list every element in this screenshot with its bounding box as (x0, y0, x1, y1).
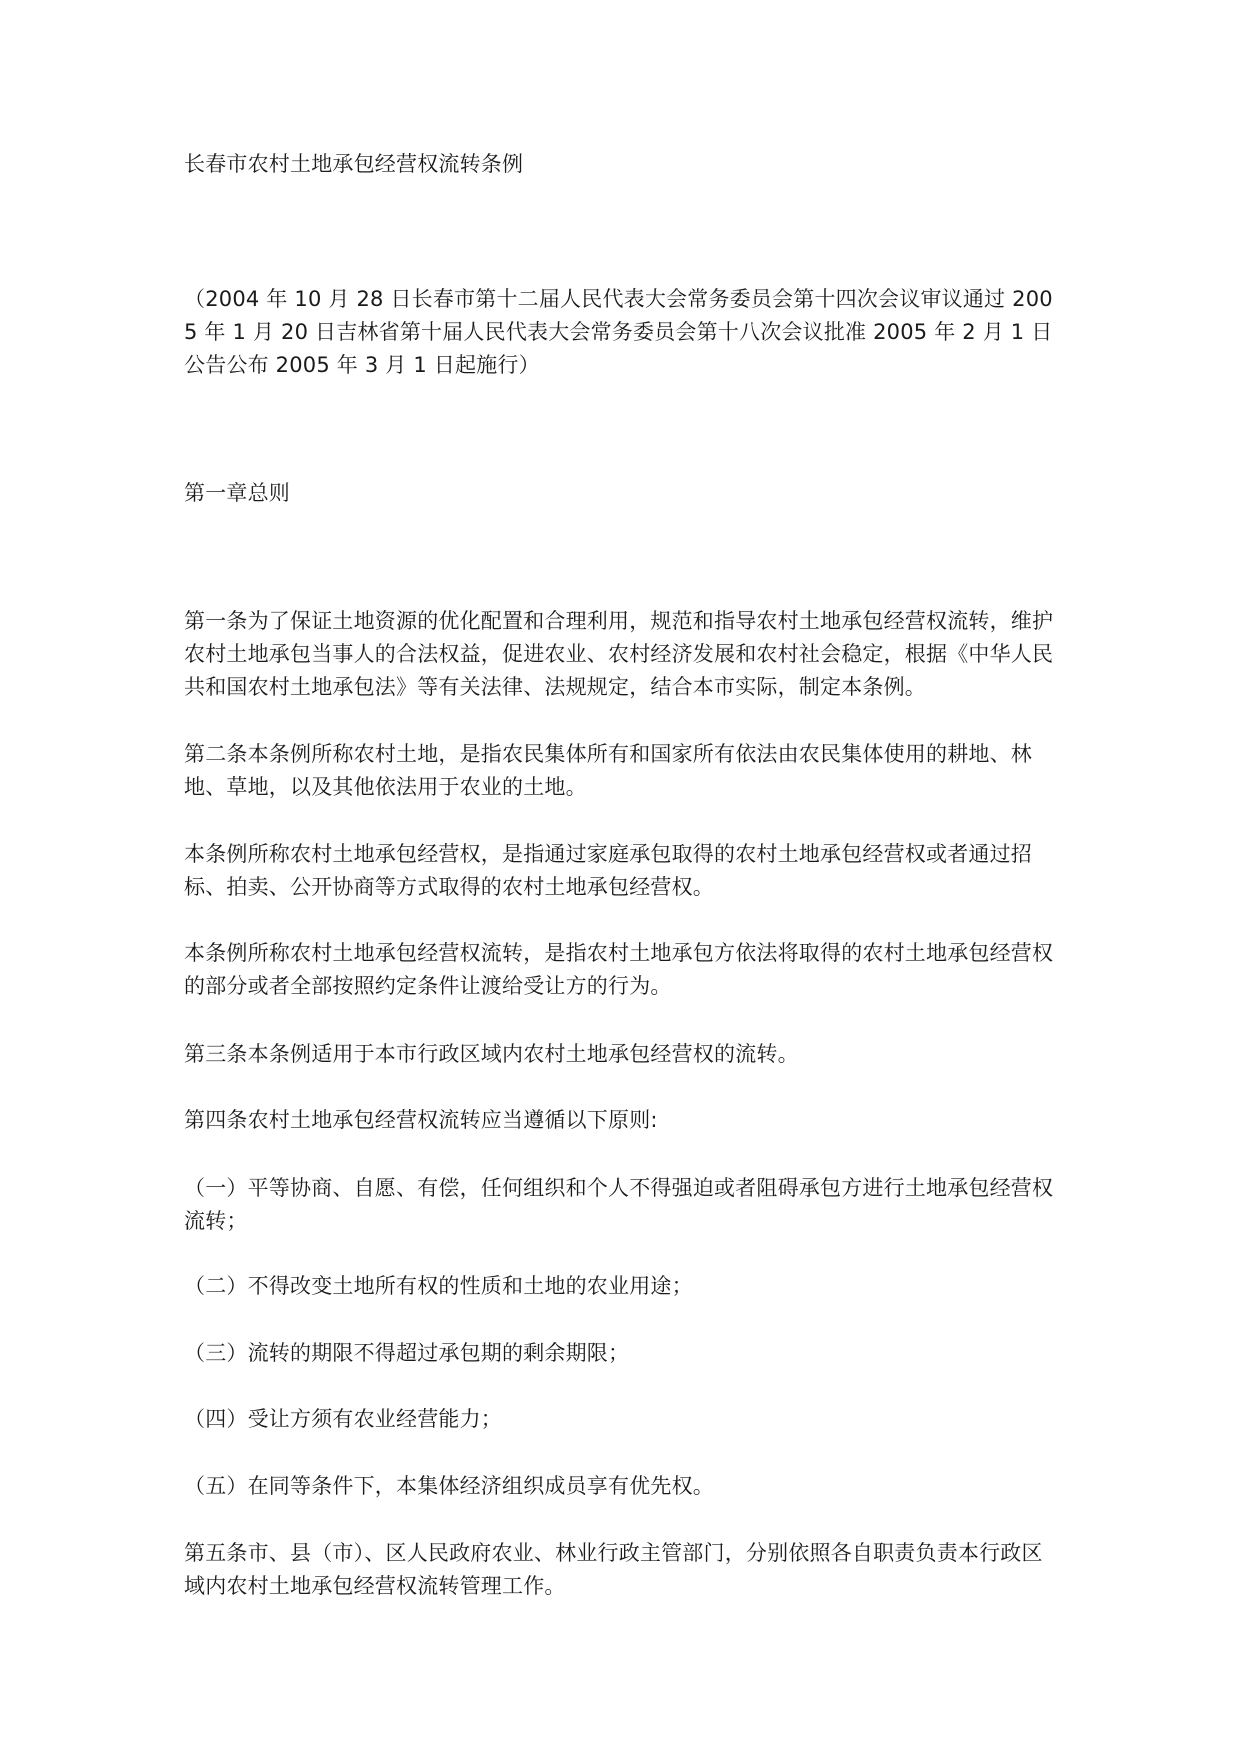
preamble: （2004 年 10 月 28 日长春市第十二届人民代表大会常务委员会第十四次会议审议通过 2005 年 1 月 20 日吉林省第十届人民代表大会常务委员会第十八次会议批准 2005 年 2 月 1 日公告公布 2005 年 3 月 1 日起施行） (184, 287, 1053, 377)
article-1: 第一条为了保证土地资源的优化配置和合理利用，规范和指导农村土地承包经营权流转，维护农村土地承包当事人的合法权益，促进农业、农村经济发展和农村社会稳定，根据《中华人民共和国农村土地承包法》等有关法律、法规规定，结合本市实际，制定本条例。 (184, 609, 1054, 699)
article-5: 第五条市、县（市）、区人民政府农业、林业行政主管部门，分别依照各自职责负责本行政区域内农村土地承包经营权流转管理工作。 (184, 1541, 1043, 1598)
article-2-paragraph-2: 本条例所称农村土地承包经营权，是指通过家庭承包取得的农村土地承包经营权或者通过招标、拍卖、公开协商等方式取得的农村土地承包经营权。 (184, 842, 1032, 899)
principle-item: （三）流转的期限不得超过承包期的剩余期限； (184, 1341, 630, 1365)
document-title: 长春市农村土地承包经营权流转条例 (184, 152, 524, 176)
article-4: 第四条农村土地承包经营权流转应当遵循以下原则: (184, 1108, 658, 1132)
article-2-paragraph-3: 本条例所称农村土地承包经营权流转，是指农村土地承包方依法将取得的农村土地承包经营权的部分或者全部按照约定条件让渡给受让方的行为。 (184, 941, 1054, 998)
principle-item: （二）不得改变土地所有权的性质和土地的农业用途； (184, 1274, 693, 1298)
principle-item: （一）平等协商、自愿、有偿，任何组织和个人不得强迫或者阻碍承包方进行土地承包经营权流转； (184, 1176, 1054, 1233)
article-3: 第三条本条例适用于本市行政区域内农村土地承包经营权的流转。 (184, 1042, 799, 1066)
principle-item: （五）在同等条件下，本集体经济组织成员享有优先权。 (184, 1474, 714, 1498)
chapter-heading: 第一章总则 (184, 481, 290, 505)
article-2: 第二条本条例所称农村土地，是指农民集体所有和国家所有依法由农民集体使用的耕地、林地、草地，以及其他依法用于农业的土地。 (184, 742, 1032, 799)
principle-item: （四）受让方须有农业经营能力； (184, 1407, 502, 1431)
